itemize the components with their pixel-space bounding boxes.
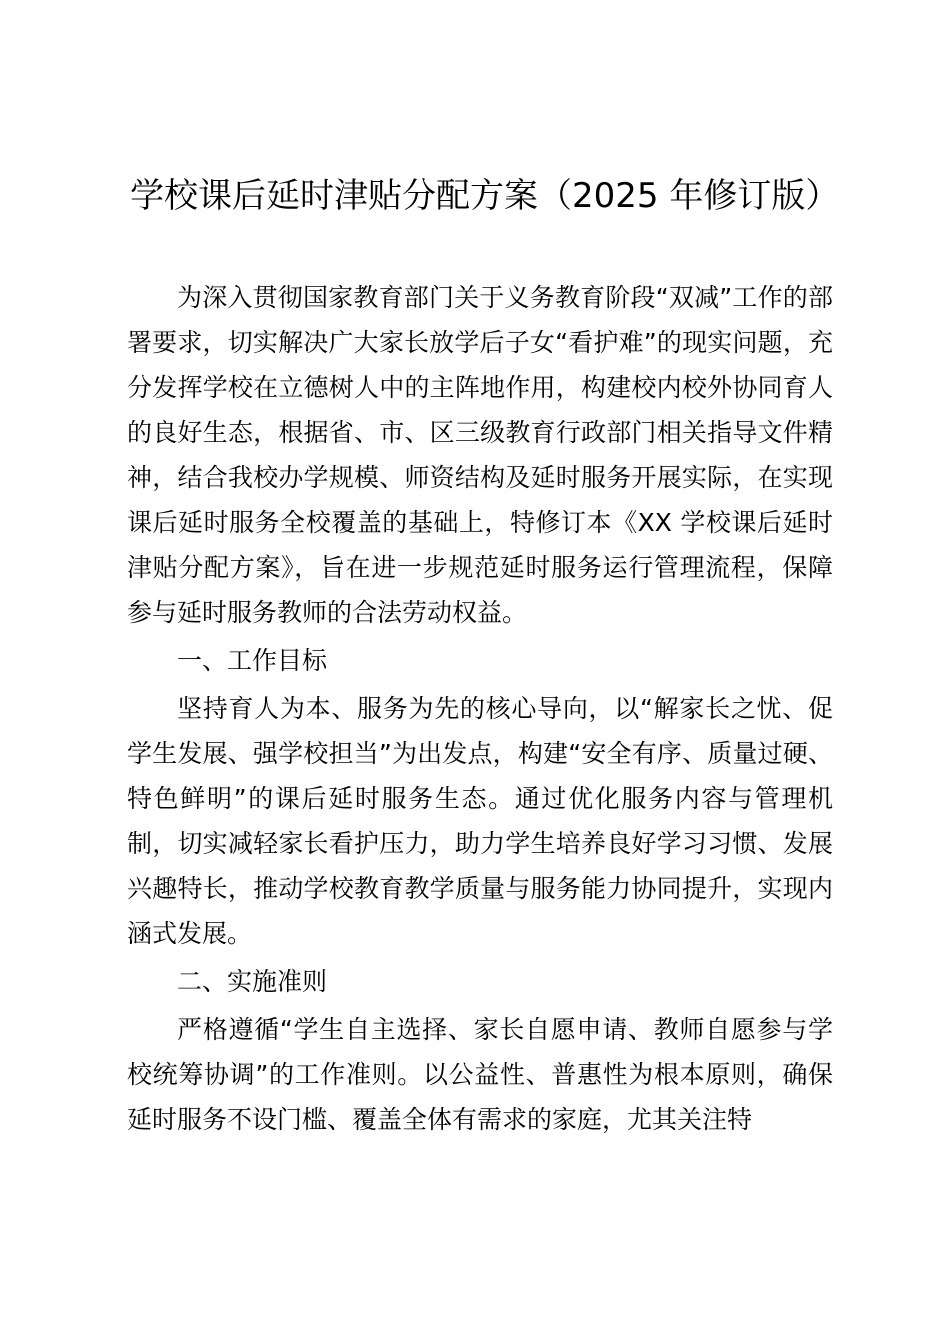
intro-paragraph: 为深入贯彻国家教育部门关于义务教育阶段“双减”工作的部署要求，切实解决广大家长放学后子女“看护难”的现实问题，充分发挥学校在立德树人中的主阵地作用，构建校内校外协同育人的良好生态，根据省、市、区三级教育行政部门相关指导文件精神，结合我校办学规模、师资结构及延时服务开展实际，在实现课后延时服务全校覆盖的基础上，特修订本《XX 学校课后延时津贴分配方案》，旨在进一步规范延时服务运行管理流程，保障参与延时服务教师的合法劳动权益。 bbox=[127, 283, 833, 627]
principles-paragraph: 严格遵循“学生自主选择、家长自愿申请、教师自愿参与学校统筹协调”的工作准则。以公益性、普惠性为根本原则，确保延时服务不设门槛、覆盖全体有需求的家庭，尤其关注特 bbox=[127, 1015, 833, 1134]
document-body bbox=[127, 275, 833, 1142]
section-heading-goals: 一、工作目标 bbox=[177, 646, 328, 675]
goals-paragraph: 坚持育人为本、服务为先的核心导向，以“解家长之忧、促学生发展、强学校担当”为出发点，构建“安全有序、质量过硬、特色鲜明”的课后延时服务生态。通过优化服务内容与管理机制，切实减轻家长看护压力，助力学生培养良好学习习惯、发展兴趣特长，推动学校教育教学质量与服务能力协同提升，实现内涵式发展。 bbox=[127, 694, 833, 948]
section-heading-principles: 二、实施准则 bbox=[177, 967, 328, 996]
document-title: 学校课后延时津贴分配方案（2025 年修订版） bbox=[130, 176, 840, 216]
